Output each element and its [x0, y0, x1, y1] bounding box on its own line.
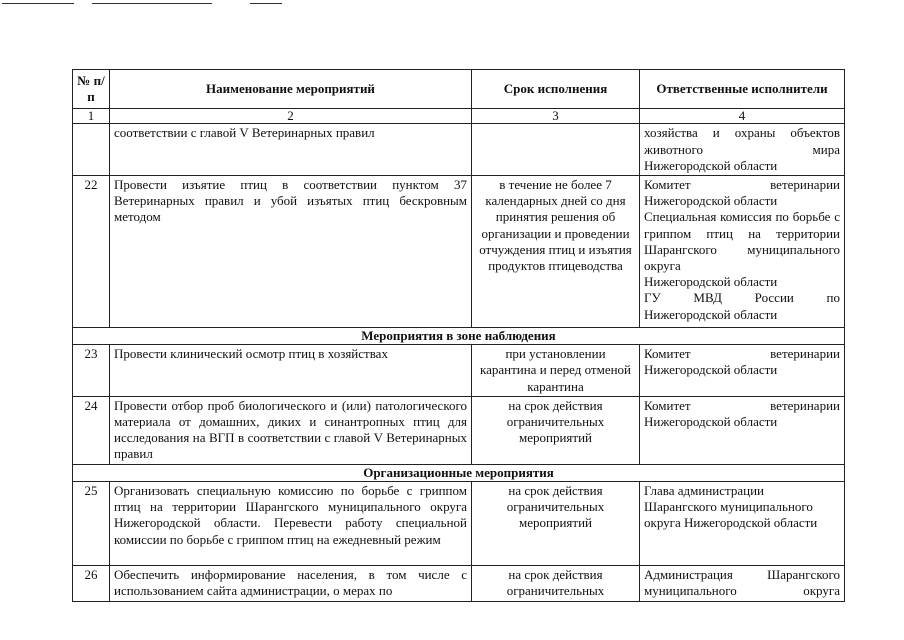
executor-line: Комитет ветеринарии	[644, 397, 840, 413]
table-row-continued	[73, 124, 845, 176]
row-number: 24	[73, 396, 110, 464]
executors-cell	[640, 396, 845, 464]
executor-line: Глава администрации	[644, 483, 765, 499]
executor-line: Нижегородской области	[644, 414, 778, 430]
deadline-cell: в течение не более 7 календарных дней со дня принятия решения об организации и проведении отчуждения птиц и изъятия продуктов птицеводства	[472, 176, 640, 328]
deadline-cell	[472, 124, 640, 176]
executor-line: Нижегородской области	[644, 306, 778, 322]
executor-line: Нижегородской области	[644, 274, 778, 290]
header-number: № п/п	[73, 70, 110, 109]
column-number: 4	[640, 109, 845, 124]
activity-cell	[110, 566, 472, 602]
row-number: 22	[73, 176, 110, 328]
activities-table	[72, 69, 845, 602]
column-number-row	[73, 109, 845, 124]
executors-cell	[640, 566, 845, 602]
row-number: 26	[73, 566, 110, 602]
executor-line: ГУ МВД России по	[644, 290, 840, 306]
row-number: 23	[73, 345, 110, 397]
row-number	[73, 124, 110, 176]
executor-line: Нижегородской области	[644, 193, 778, 209]
executors-cell	[640, 176, 845, 328]
header-executors: Ответственные исполнители	[640, 70, 845, 109]
header-deadline: Срок исполнения	[472, 70, 640, 109]
executor-line: Администрация Шарангского муниципального округа	[644, 567, 840, 599]
column-number: 2	[110, 109, 472, 124]
activity-cell: Провести отбор проб биологического и (или) патологического материала от домашних, диких и синантропных птиц для исследования на ВГП в соответствии с главой V Ветеринарных правил	[110, 396, 472, 464]
executor-line: животного мира	[644, 141, 840, 157]
executors-cell	[640, 482, 845, 566]
deadline-cell: на срок действия ограничительных мероприятий	[472, 482, 640, 566]
executor-line: Шарангского муниципального округа Нижегородской области	[644, 499, 818, 531]
deadline-cell	[472, 566, 640, 602]
table-row	[73, 396, 845, 464]
activity-cell: Провести клинический осмотр птиц в хозяйствах	[110, 345, 472, 397]
table-row	[73, 566, 845, 602]
table-header-row	[73, 70, 845, 109]
executor-line: Специальная комиссия по борьбе с гриппом птиц на территории Шарангского муниципального округа	[644, 209, 840, 274]
section-row	[73, 328, 845, 345]
deadline-cell: при установлении карантина и перед отменой карантина	[472, 345, 640, 397]
section-title: Мероприятия в зоне наблюдения	[73, 328, 845, 345]
table-row	[73, 176, 845, 328]
section-title: Организационные мероприятия	[73, 464, 845, 481]
executor-line: хозяйства и охраны объектов	[644, 125, 840, 141]
table-row	[73, 345, 845, 397]
deadline-text: на срок действия ограничительных	[506, 567, 605, 599]
section-row	[73, 464, 845, 481]
deadline-cell: на срок действия ограничительных мероприятий	[472, 396, 640, 464]
executor-line: Нижегородской области	[644, 157, 778, 173]
row-number: 25	[73, 482, 110, 566]
activity-text: Обеспечить информирование населения, в том числе с использованием сайта администрации, о мерах по	[114, 567, 467, 599]
page-top-rule-1	[2, 3, 74, 4]
executor-line: Нижегородской области	[644, 362, 778, 378]
column-number: 3	[472, 109, 640, 124]
activity-cell: соответствии с главой V Ветеринарных правил	[110, 124, 472, 176]
activity-cell: Провести изъятие птиц в соответствии пунктом 37 Ветеринарных правил и убой изъятых птиц бескровным методом	[110, 176, 472, 328]
page-top-rule-2	[92, 3, 212, 4]
header-activity: Наименование мероприятий	[110, 70, 472, 109]
executor-line: Комитет ветеринарии	[644, 346, 840, 362]
executor-line: Комитет ветеринарии	[644, 177, 840, 193]
activity-cell: Организовать специальную комиссию по борьбе с гриппом птиц на территории Шарангского муниципального округа Нижегородской области. Перевести работу специальной комиссии по борьбе с гриппом птиц на ежедневный режим	[110, 482, 472, 566]
column-number: 1	[73, 109, 110, 124]
executors-cell	[640, 345, 845, 397]
executors-cell	[640, 124, 845, 176]
table-row	[73, 482, 845, 566]
page-top-rule-3	[250, 3, 282, 4]
